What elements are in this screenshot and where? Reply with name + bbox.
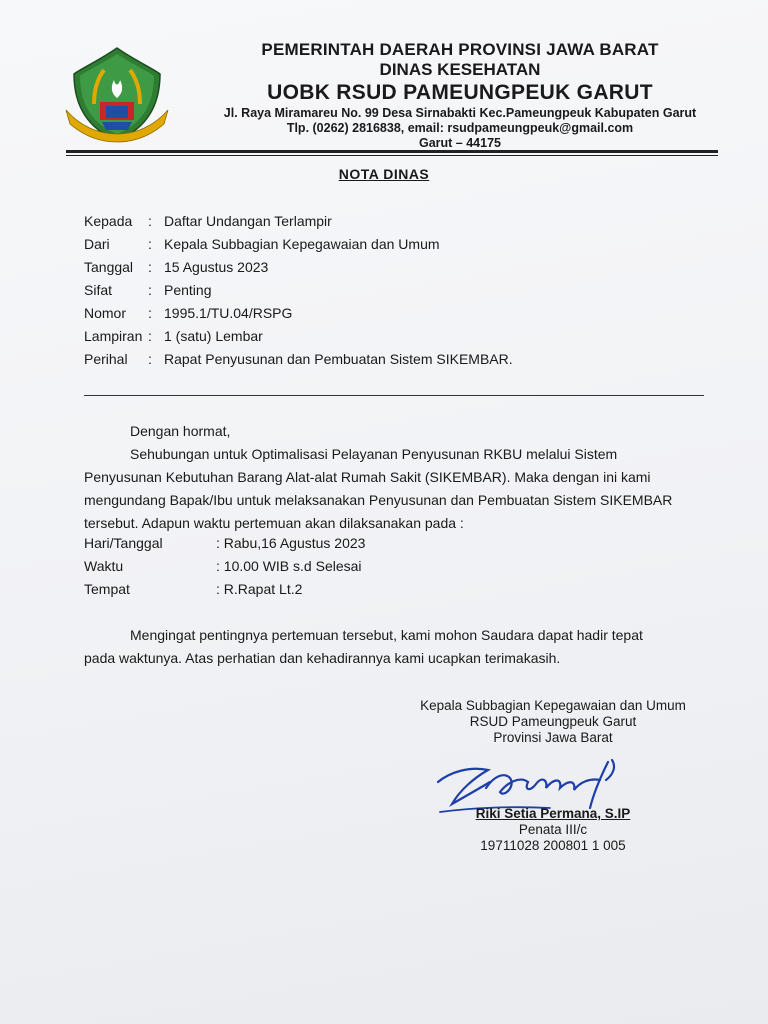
- greeting: Dengan hormat,: [130, 423, 231, 439]
- letterhead: [180, 40, 740, 151]
- closing-paragraph: [84, 624, 724, 670]
- schedule-key: Hari/Tanggal: [84, 535, 163, 551]
- meta-value: Penting: [164, 282, 212, 298]
- signer-nip: 19711028 200801 1 005: [480, 838, 626, 853]
- meta-key: Nomor: [84, 305, 127, 321]
- section-divider: [84, 395, 704, 396]
- letterhead-rule-thin: [66, 155, 718, 156]
- body-paragraph-rest: Penyusunan Kebutuhan Barang Alat-alat Rumah Sakit (SIKEMBAR). Maka dengan ini kami mengundang Bapak/Ibu untuk melaksanakan Penyusunan dan Pembuatan Sistem SIKEMBAR tersebut. Adapun waktu pertemuan akan dilaksanakan pada :: [84, 469, 673, 531]
- meta-row-nomor: [84, 302, 513, 325]
- letterhead-department: DINAS KESEHATAN: [379, 60, 541, 79]
- letterhead-address: Jl. Raya Miramareu No. 99 Desa Sirnabakti Kec.Pameungpeuk Kabupaten Garut: [223, 106, 697, 120]
- signer-rank: Penata III/c: [518, 822, 588, 837]
- meta-separator: :: [148, 328, 152, 344]
- meta-value: Daftar Undangan Terlampir: [164, 213, 332, 229]
- schedule-value: : R.Rapat Lt.2: [216, 581, 303, 597]
- schedule-key: Tempat: [84, 581, 130, 597]
- signature-heading: [400, 698, 706, 746]
- signer-details: [400, 806, 706, 854]
- meta-key: Dari: [84, 236, 110, 252]
- meta-separator: :: [148, 305, 152, 321]
- schedule-value: : 10.00 WIB s.d Selesai: [216, 558, 362, 574]
- meta-row-perihal: [84, 348, 513, 371]
- meta-key: Perihal: [84, 351, 128, 367]
- meta-row-kepada: [84, 210, 513, 233]
- letterhead-contact: Tlp. (0262) 2816838, email: rsudpameungpeuk@gmail.com: [286, 121, 634, 135]
- meta-row-lampiran: [84, 325, 513, 348]
- meta-separator: :: [148, 351, 152, 367]
- meta-row-tanggal: [84, 256, 513, 279]
- meta-separator: :: [148, 236, 152, 252]
- meta-value: Kepala Subbagian Kepegawaian dan Umum: [164, 236, 440, 252]
- closing-rest: pada waktunya. Atas perhatian dan kehadirannya kami ucapkan terimakasih.: [84, 650, 561, 666]
- letterhead-city: Garut – 44175: [419, 136, 501, 150]
- meta-value: 1995.1/TU.04/RSPG: [164, 305, 293, 321]
- meta-key: Tanggal: [84, 259, 134, 275]
- letter-body: [84, 420, 724, 535]
- meta-value: 15 Agustus 2023: [164, 259, 269, 275]
- meta-separator: :: [148, 213, 152, 229]
- meta-key: Lampiran: [84, 328, 143, 344]
- schedule-key: Waktu: [84, 558, 124, 574]
- signer-position: Kepala Subbagian Kepegawaian dan Umum: [420, 698, 686, 713]
- meta-separator: :: [148, 259, 152, 275]
- memo-header-fields: [84, 210, 513, 371]
- meta-value: 1 (satu) Lembar: [164, 328, 263, 344]
- schedule-row-date: [84, 532, 365, 555]
- signer-province: Provinsi Jawa Barat: [493, 730, 613, 745]
- signer-institution: RSUD Pameungpeuk Garut: [469, 714, 637, 729]
- letterhead-government: PEMERINTAH DAERAH PROVINSI JAWA BARAT: [261, 40, 659, 59]
- letterhead-hospital-name: UOBK RSUD PAMEUNGPEUK GARUT: [267, 81, 653, 104]
- schedule-row-time: [84, 555, 365, 578]
- body-paragraph-first-line: Sehubungan untuk Optimalisasi Pelayanan Penyusunan RKBU melalui Sistem: [130, 446, 618, 462]
- meta-value: Rapat Penyusunan dan Pembuatan Sistem SIKEMBAR.: [164, 351, 513, 367]
- meeting-schedule: [84, 532, 365, 601]
- meta-key: Sifat: [84, 282, 113, 298]
- west-java-emblem-logo: [64, 44, 170, 144]
- meta-row-dari: [84, 233, 513, 256]
- meta-separator: :: [148, 282, 152, 298]
- letterhead-rule-thick: [66, 150, 718, 153]
- meta-key: Kepada: [84, 213, 133, 229]
- document-title: NOTA DINAS: [338, 166, 430, 182]
- signer-name: Riki Setia Permana, S.IP: [475, 806, 631, 821]
- closing-first-line: Mengingat pentingnya pertemuan tersebut, kami mohon Saudara dapat hadir tepat: [130, 627, 643, 643]
- meta-row-sifat: [84, 279, 513, 302]
- schedule-value: : Rabu,16 Agustus 2023: [216, 535, 366, 551]
- schedule-row-place: [84, 578, 365, 601]
